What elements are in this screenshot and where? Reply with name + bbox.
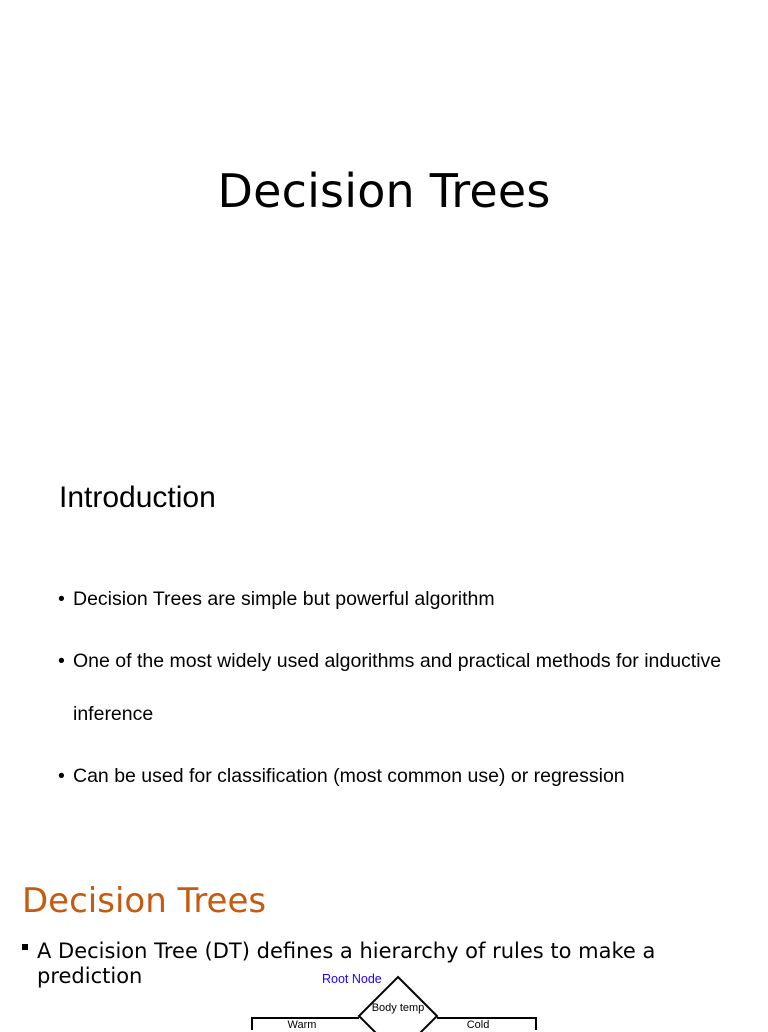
bullet-text: Decision Trees are simple but powerful algorithm (73, 588, 495, 610)
bullet-dot-icon: • (58, 588, 65, 610)
right-branch-text: Cold (466, 1019, 490, 1031)
bullet-item (58, 573, 738, 626)
slide-title: Decision Trees (217, 164, 551, 218)
decision-tree-bullet-text: A Decision Tree (DT) defines a hierarchy of rules to make a prediction (37, 939, 656, 988)
decision-node-text: Body temp (371, 1002, 425, 1014)
introduction-bullet-list (58, 573, 738, 812)
left-branch-text: Warm (287, 1019, 317, 1031)
introduction-heading: Introduction (59, 481, 216, 514)
bullet-dot-icon: • (58, 650, 65, 672)
title-slide (0, 0, 768, 440)
decision-trees-slide (0, 860, 768, 1031)
decision-trees-heading: Decision Trees (22, 881, 267, 921)
bullet-text: One of the most widely used algorithms and practical methods for inductive inference (73, 650, 722, 725)
bullet-item (58, 750, 738, 803)
bullet-item (58, 635, 738, 741)
introduction-slide (0, 440, 768, 860)
bullet-text: Can be used for classification (most common use) or regression (73, 765, 625, 787)
bullet-dot-icon: • (58, 765, 65, 787)
decision-tree-diagram (0, 860, 768, 1024)
root-node-label: Root Node (322, 972, 382, 986)
